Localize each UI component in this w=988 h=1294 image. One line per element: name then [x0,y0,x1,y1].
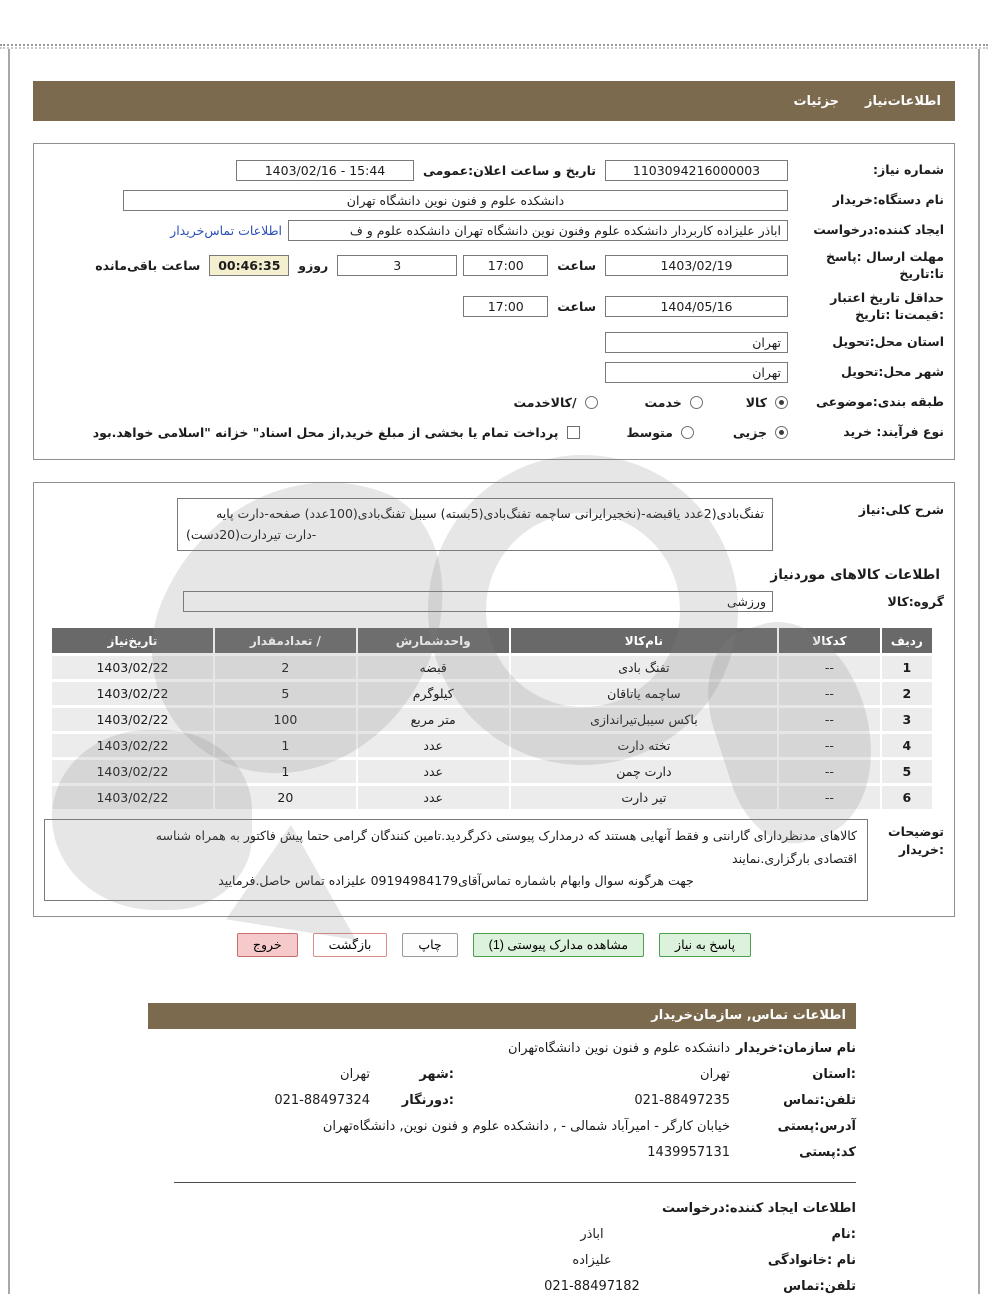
delivery-province-label: استان محل:تحویل [832,333,944,349]
remaining-hours-label: ساعت باقی‌مانده [95,258,201,274]
postal-code-value: 1439957131 [647,1144,730,1160]
action-buttons [10,933,978,957]
last-name-row [148,1253,856,1268]
buyer-notes-label: توضیحات :خریدار [888,824,944,857]
contact-section [148,1041,856,1294]
cell-item-name: ساچمه یاتاقان [511,682,778,705]
contact-phone-label: تلفن:تماس [783,1092,856,1108]
org-name-value: دانشکده علوم و فنون نوین دانشگاه‌تهران [508,1040,730,1056]
cell-row-index: 5 [882,760,932,783]
tab-bar [33,81,955,121]
items-table [50,625,934,812]
cell-item-name: دارت چمن [511,760,778,783]
table-row [52,656,932,679]
back-button[interactable]: بازگشت [313,933,388,957]
service-radio-label: خدمت [644,394,682,410]
need-summary-line-1: تفنگ‌بادی(2عدد یاقبضه-(نخجیرایرانی ساچمه تفنگ‌بادی(5بسته) سیبل تفنگ‌بادی(100عدد) صفحه-دارت پایه [216,505,764,521]
address-row [148,1119,856,1134]
fax-value: 021-88497324 [274,1092,370,1108]
buyer-notes-row [44,819,944,901]
creator-section-heading: اطلاعات ایجاد کننده:درخواست [662,1200,856,1216]
org-name-label: نام سازمان:خریدار [736,1040,856,1056]
cell-need-date: 1403/02/22 [52,734,213,757]
reply-deadline-hour-label: ساعت [557,258,596,274]
category-label: طبقه بندی:موضوعی [816,393,944,409]
buyer-org-label: نام دستگاه:خریدار [832,192,944,208]
price-validity-date-field[interactable]: 1404/05/16 [605,296,788,317]
cell-need-date: 1403/02/22 [52,682,213,705]
delivery-province-row [44,331,944,354]
need-summary-line-2: -دارت تیردارت(20دست) [186,527,317,543]
cell-unit: عدد [358,786,509,809]
countdown-timer: 00:46:35 [209,255,289,276]
creator-phone-value: 021-88497182 [544,1278,640,1294]
cell-quantity: 100 [215,708,356,731]
print-button[interactable]: چاپ [402,933,457,957]
cell-unit: کیلوگرم [358,682,509,705]
postal-code-row [148,1145,856,1160]
first-name-row [148,1227,856,1242]
request-creator-label: ایجاد کننده:درخواست [813,222,944,238]
buyer-contact-link[interactable]: اطلاعات تماس‌خریدار [170,223,282,238]
medium-purchase-radio-label: متوسط [626,424,673,440]
tab-details[interactable]: جزئیات [793,93,840,109]
cell-need-date: 1403/02/22 [52,708,213,731]
contact-section-header: اطلاعات تماس, سازمان‌خریدار [148,1003,856,1029]
last-name-value: علیزاده [572,1252,612,1268]
buyer-notes-line-2: اقتصادی بارگزاری.نمایند [732,850,857,866]
postal-code-label: کد:پستی [799,1144,856,1160]
view-attachments-button[interactable]: مشاهده مدارک پیوستی (1) [473,933,644,957]
city-value: تهران [340,1066,370,1082]
cell-quantity: 1 [215,760,356,783]
process-type-label: نوع فرآیند: خرید [843,423,944,439]
first-name-label: :نام [831,1226,856,1242]
treasury-checkbox[interactable] [567,426,580,439]
goods-radio[interactable] [775,396,788,409]
first-name-value: اباذر [580,1226,604,1242]
delivery-city-label: شهر محل:تحویل [841,363,944,379]
table-row [52,734,932,757]
request-info-panel [33,143,955,460]
service-radio[interactable] [690,396,703,409]
category-row [44,391,944,414]
table-row [52,760,932,783]
org-name-row [148,1041,856,1056]
category-option-goods [743,395,788,410]
cell-need-date: 1403/02/22 [52,786,213,809]
header-row-index: ردیف [882,628,932,653]
reply-deadline-time-field[interactable]: 17:00 [463,255,548,276]
goods-service-radio-label: /کالاخدمت [513,394,577,410]
buyer-notes-line-3: جهت هرگونه سوال وابهام باشماره تماس‌آقای09194984179 علیزاده تماس حاصل.فرمایید [218,873,694,889]
goods-group-label: گروه:کالا [887,594,944,610]
cell-row-index: 3 [882,708,932,731]
treasury-payment-option [90,425,580,440]
remaining-days-label: روزو [298,258,329,274]
fax-label: :دورنگار [401,1092,454,1108]
price-validity-label: حداقل تاریخ اعتبار :قیمت‌تا :تاریخ [830,289,944,322]
need-number-label: شماره نیاز: [873,162,944,178]
request-creator-field[interactable]: اباذر علیزاده کاربردار دانشکده علوم وفنون نوین دانشگاه تهران دانشکده علوم و ف [288,220,788,241]
reply-deadline-label: مهلت ارسال :پاسخ تا:تاریخ [825,249,944,281]
need-details-panel [33,482,955,917]
phone-fax-row [148,1093,856,1108]
province-value: تهران [700,1066,730,1082]
process-option-small [730,425,788,440]
cell-item-code: -- [779,734,880,757]
price-validity-row [44,290,944,324]
need-summary-box [177,498,773,552]
small-purchase-radio[interactable] [775,426,788,439]
items-table-header-row [52,628,932,653]
cell-row-index: 1 [882,656,932,679]
price-validity-time-field[interactable]: 17:00 [463,296,548,317]
tab-need-info[interactable]: اطلاعات‌نیاز [865,93,941,109]
delivery-city-row [44,361,944,384]
goods-group-field[interactable]: ورزشی [183,591,773,612]
price-validity-hour-label: ساعت [557,299,596,315]
city-label: :شهر [419,1066,454,1082]
top-margin [0,0,988,44]
cell-unit: عدد [358,760,509,783]
announce-datetime-label: تاریخ و ساعت اعلان:عمومی [423,163,596,178]
table-row [52,708,932,731]
province-label: :استان [812,1066,856,1082]
header-item-name: نام‌کالا [511,628,778,653]
process-type-row [44,421,944,444]
category-option-goods-service [510,395,597,410]
cell-quantity: 1 [215,734,356,757]
reply-to-need-button[interactable]: پاسخ به نیاز [659,933,751,957]
treasury-checkbox-label: پرداخت تمام یا بخشی از مبلغ خرید,از محل اسناد" خزانه "اسلامی خواهد.بود [92,424,559,440]
reply-deadline-date-field[interactable]: 1403/02/19 [605,255,788,276]
cell-item-code: -- [779,708,880,731]
cell-quantity: 5 [215,682,356,705]
header-quantity: / تعدادمقدار [215,628,356,653]
delivery-city-field[interactable]: تهران [605,362,788,383]
cell-need-date: 1403/02/22 [52,760,213,783]
cell-item-code: -- [779,786,880,809]
cell-item-code: -- [779,760,880,783]
address-label: آدرس:پستی [777,1118,856,1134]
buyer-notes-box [44,819,868,901]
delivery-province-field[interactable]: تهران [605,332,788,353]
cell-row-index: 2 [882,682,932,705]
need-summary-row [44,498,944,552]
cell-item-name: تخته دارت [511,734,778,757]
medium-purchase-radio[interactable] [681,426,694,439]
goods-service-radio[interactable] [585,396,598,409]
cell-item-name: تیر دارت [511,786,778,809]
goods-group-row [44,590,944,613]
table-row [52,682,932,705]
cell-item-code: -- [779,656,880,679]
cell-item-name: تفنگ بادی [511,656,778,679]
table-row [52,786,932,809]
cell-unit: قبضه [358,656,509,679]
need-number-row [44,159,944,182]
header-unit: واحدشمارش [358,628,509,653]
section-divider [174,1182,856,1183]
announce-datetime-field[interactable]: 15:44 - 1403/02/16 [236,160,414,181]
cell-unit: عدد [358,734,509,757]
process-option-medium [624,425,694,440]
last-name-label: نام :خانوادگی [767,1252,856,1268]
creator-phone-label: تلفن:تماس [783,1278,856,1294]
creator-phone-row [148,1279,856,1294]
buyer-org-field[interactable]: دانشکده علوم و فنون نوین دانشگاه تهران [123,190,788,211]
remaining-days-field: 3 [337,255,457,276]
request-creator-row [44,219,944,242]
page-body [8,49,980,1294]
need-number-field[interactable]: 1103094216000003 [605,160,788,181]
header-need-date: تاریخ‌نیاز [52,628,213,653]
cell-row-index: 4 [882,734,932,757]
items-heading: اطلاعات کالاهای موردنیاز [770,567,940,584]
exit-button[interactable]: خروج [237,933,298,957]
buyer-notes-line-1: کالاهای مدنظردارای گارانتی و فقط آنهایی هستند که درمدارک پیوستی ذکرگردید.تامین کنندگان گرامی حتما پیش فاکتور به همراه شناسه [155,828,857,844]
small-purchase-radio-label: جزیی [732,424,767,440]
cell-need-date: 1403/02/22 [52,656,213,679]
contact-phone-value: 021-88497235 [634,1092,730,1108]
cell-quantity: 20 [215,786,356,809]
cell-item-name: باکس سیبل‌تیراندازی [511,708,778,731]
province-city-row [148,1067,856,1082]
address-value: خیابان کارگر - امیرآباد شمالی - , دانشکده علوم و فنون نوین, دانشگاه‌تهران [322,1118,730,1134]
need-summary-label: شرح کلی:نیاز [858,501,944,517]
category-option-service [642,395,703,410]
cell-quantity: 2 [215,656,356,679]
cell-item-code: -- [779,682,880,705]
goods-radio-label: کالا [745,394,767,410]
header-item-code: کدکالا [779,628,880,653]
cell-unit: متر مربع [358,708,509,731]
buyer-org-row [44,189,944,212]
cell-row-index: 6 [882,786,932,809]
reply-deadline-row [44,249,944,283]
